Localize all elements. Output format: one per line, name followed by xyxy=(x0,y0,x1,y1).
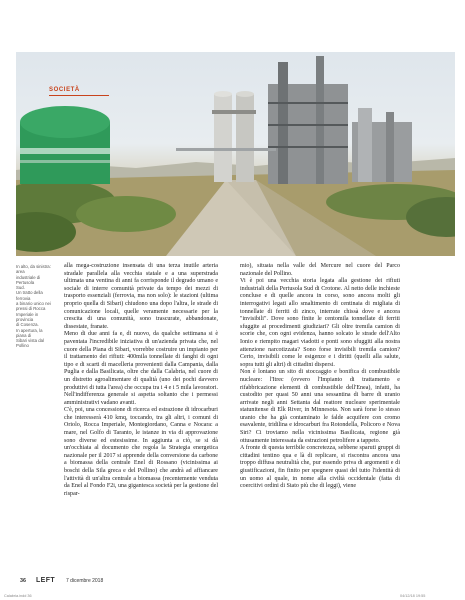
print-timestamp: 04/12/18 19:55 xyxy=(400,594,426,598)
page-number: 36 xyxy=(20,578,26,584)
caption-line: Sud. xyxy=(16,285,25,291)
section-label: SOCIETÀ xyxy=(49,87,80,93)
paragraph: Meno di due anni fa e, di nuovo, da qualche settimana si è paventata l'incredibile iniziativa di un'azienda privata che, nel cuore della Piana di Sibari, vorrebbe costruire un impianto per il trattamento dei rifiuti: 400mila tonnellate di fanghi di ogni tipo e di scarti di macelleria provenienti dalla Campania, dalla Puglia e dalla Basilicata, oltre che dalla Calabria, nel cuore di un distretto agroalimentare di qualità (uno dei pochi davvero produttivi di tutta l'area) che occupa tra i 4 e i 5 mila lavoratori. Nell'indifferenza generale si aspetta soltanto che i permessi amministrativi vadano avanti. xyxy=(64,331,218,406)
section-divider xyxy=(49,95,109,96)
magazine-logo: LEFT xyxy=(36,577,56,584)
caption-line: In apertura, la piana di xyxy=(16,327,43,338)
industrial-area-photo xyxy=(16,52,455,256)
paragraph: C'è, poi, una concessione di ricerca ed estrazione di idrocarburi che interesserà 410 kmq, toccando, tra gli altri, i comuni di Oriolo, Rocca Imperiale, Montegiordano, Canna e Nocara: a mare, nel Golfo di Taranto, le istanze in via di approvazione sono diverse ed estesissime. In aggiunta a ciò, se si dà un'occhiata al documento che regola la Strategia energetica nazionale per il 2017 si apprende della conversione da carbone a biomassa della centrale Enel di Rossano (vicinissima ai boschi della Sila greca e del Pollino) che andrà ad affiancare l'attività di un'altra centrale a biomassa (recentemente venduta da Enel al Fondo F2i, una gigantesca società per la gestione del rispar- xyxy=(64,407,218,497)
article-column-left xyxy=(64,263,218,498)
caption-line: Imperiale in provincia xyxy=(16,311,39,322)
paragraph: Non è lontano un sito di stoccaggio e bonifica di combustibile nucleare: l'Itrec (ovvero l'Impianto di trattamento e rifabbricazione elementi di combustibile dell'Enea), infatti, ha custodito per quasi 50 anni una sessantina di barre di uranio arrivate negli anni Settanta dal reattore nucleare sperimentale statunitense di Elk River, in Minnesota. Non sarà forse lo stesso uranio che ha già contaminato le falde acquifere con cromo esavalente, tridilina e idrocarburi fra Rotondella, Policoro e Nova Siri? Ci troviamo nella vicinissima Basilicata, regione già ottusamente interessata da estrazioni petrolifere a tappeto. xyxy=(240,369,400,444)
paragraph: mio), situata nella valle del Mercure nel cuore del Parco nazionale del Pollino. xyxy=(240,263,400,277)
page-footer xyxy=(16,578,456,588)
caption-line: di Cosenza. xyxy=(16,322,39,328)
caption-line: Sibari vista dal Pollino xyxy=(16,338,44,349)
photo-caption xyxy=(16,264,52,349)
caption-line: In alto, da sinistra: area xyxy=(16,264,51,275)
paragraph: A fronte di questa terribile concretezza, sebbene sparuti gruppi di cittadini tentino qua e là di replicare, si riscontra ancora una troppo diffusa neutralità che, pur essendo priva di argomenti e di giustificazioni, fin finito per spegnere quasi del tutto l'identità di un uomo al quale, in nome alla civiltà occidentale (fatta di coercitivi ordini di Stato più che di leggi), viene xyxy=(240,445,400,490)
print-slug: Calabria.indd 36 xyxy=(4,594,32,598)
photo-illustration xyxy=(16,52,455,256)
issue-date: 7 dicembre 2018 xyxy=(66,578,104,584)
paragraph: alla mega-costruzione insensata di una terza inutile arteria stradale parallela alla vecchia statale e a una superstrada ultimata una ventina di anni fa corrisponde il degrado umano e sociale di interre comunità private da tempo dei mezzi di trasporto essenziali (ferrovia, ma non solo): le stazioni (ultima proprio quella di Sibari) chiudono una dopo l'altra, le strade di comunicazione locali, quelle veramente necessarie per la crescita di una comunità, sono trascurate, abbandonate, dissestate, franate. xyxy=(64,263,218,330)
article-column-right xyxy=(240,263,400,491)
caption-line: pressi di Rocca xyxy=(16,306,46,312)
caption-line: industriale di Pertusola xyxy=(16,274,41,285)
paragraph: Vi è poi una vecchia storia legata alla gestione dei rifiuti industriali della Pertusola Sud di Crotone. Al netto delle inchieste concluse e di quelle ancora in corso, sono ancora molti gli interrogativi legati allo smaltimento di centinaia di migliaia di tonnellate di ferriti di zinco, interrate chissà dove e ancora "invisibili". Dove sono finite le centomila tonnellate di ferriti sfuggite ai procedimenti giudiziari? Gli oltre tremila camion di scorie che, con ogni evidenza, hanno solcato le strade dell'Alto Ionio e riempito magari viadotti e ponti sono sfuggiti alla nostra attenzione narcotizzata? Sono forse invisibili tremila camion? Certo, invisibili come le esigenze e i diritti (quelli alla salute, sopra tutti gli altri) di cittadini dispersi. xyxy=(240,278,400,368)
caption-line: Un tratto della ferrovia xyxy=(16,290,43,301)
caption-line: a binario unico nei xyxy=(16,301,51,307)
